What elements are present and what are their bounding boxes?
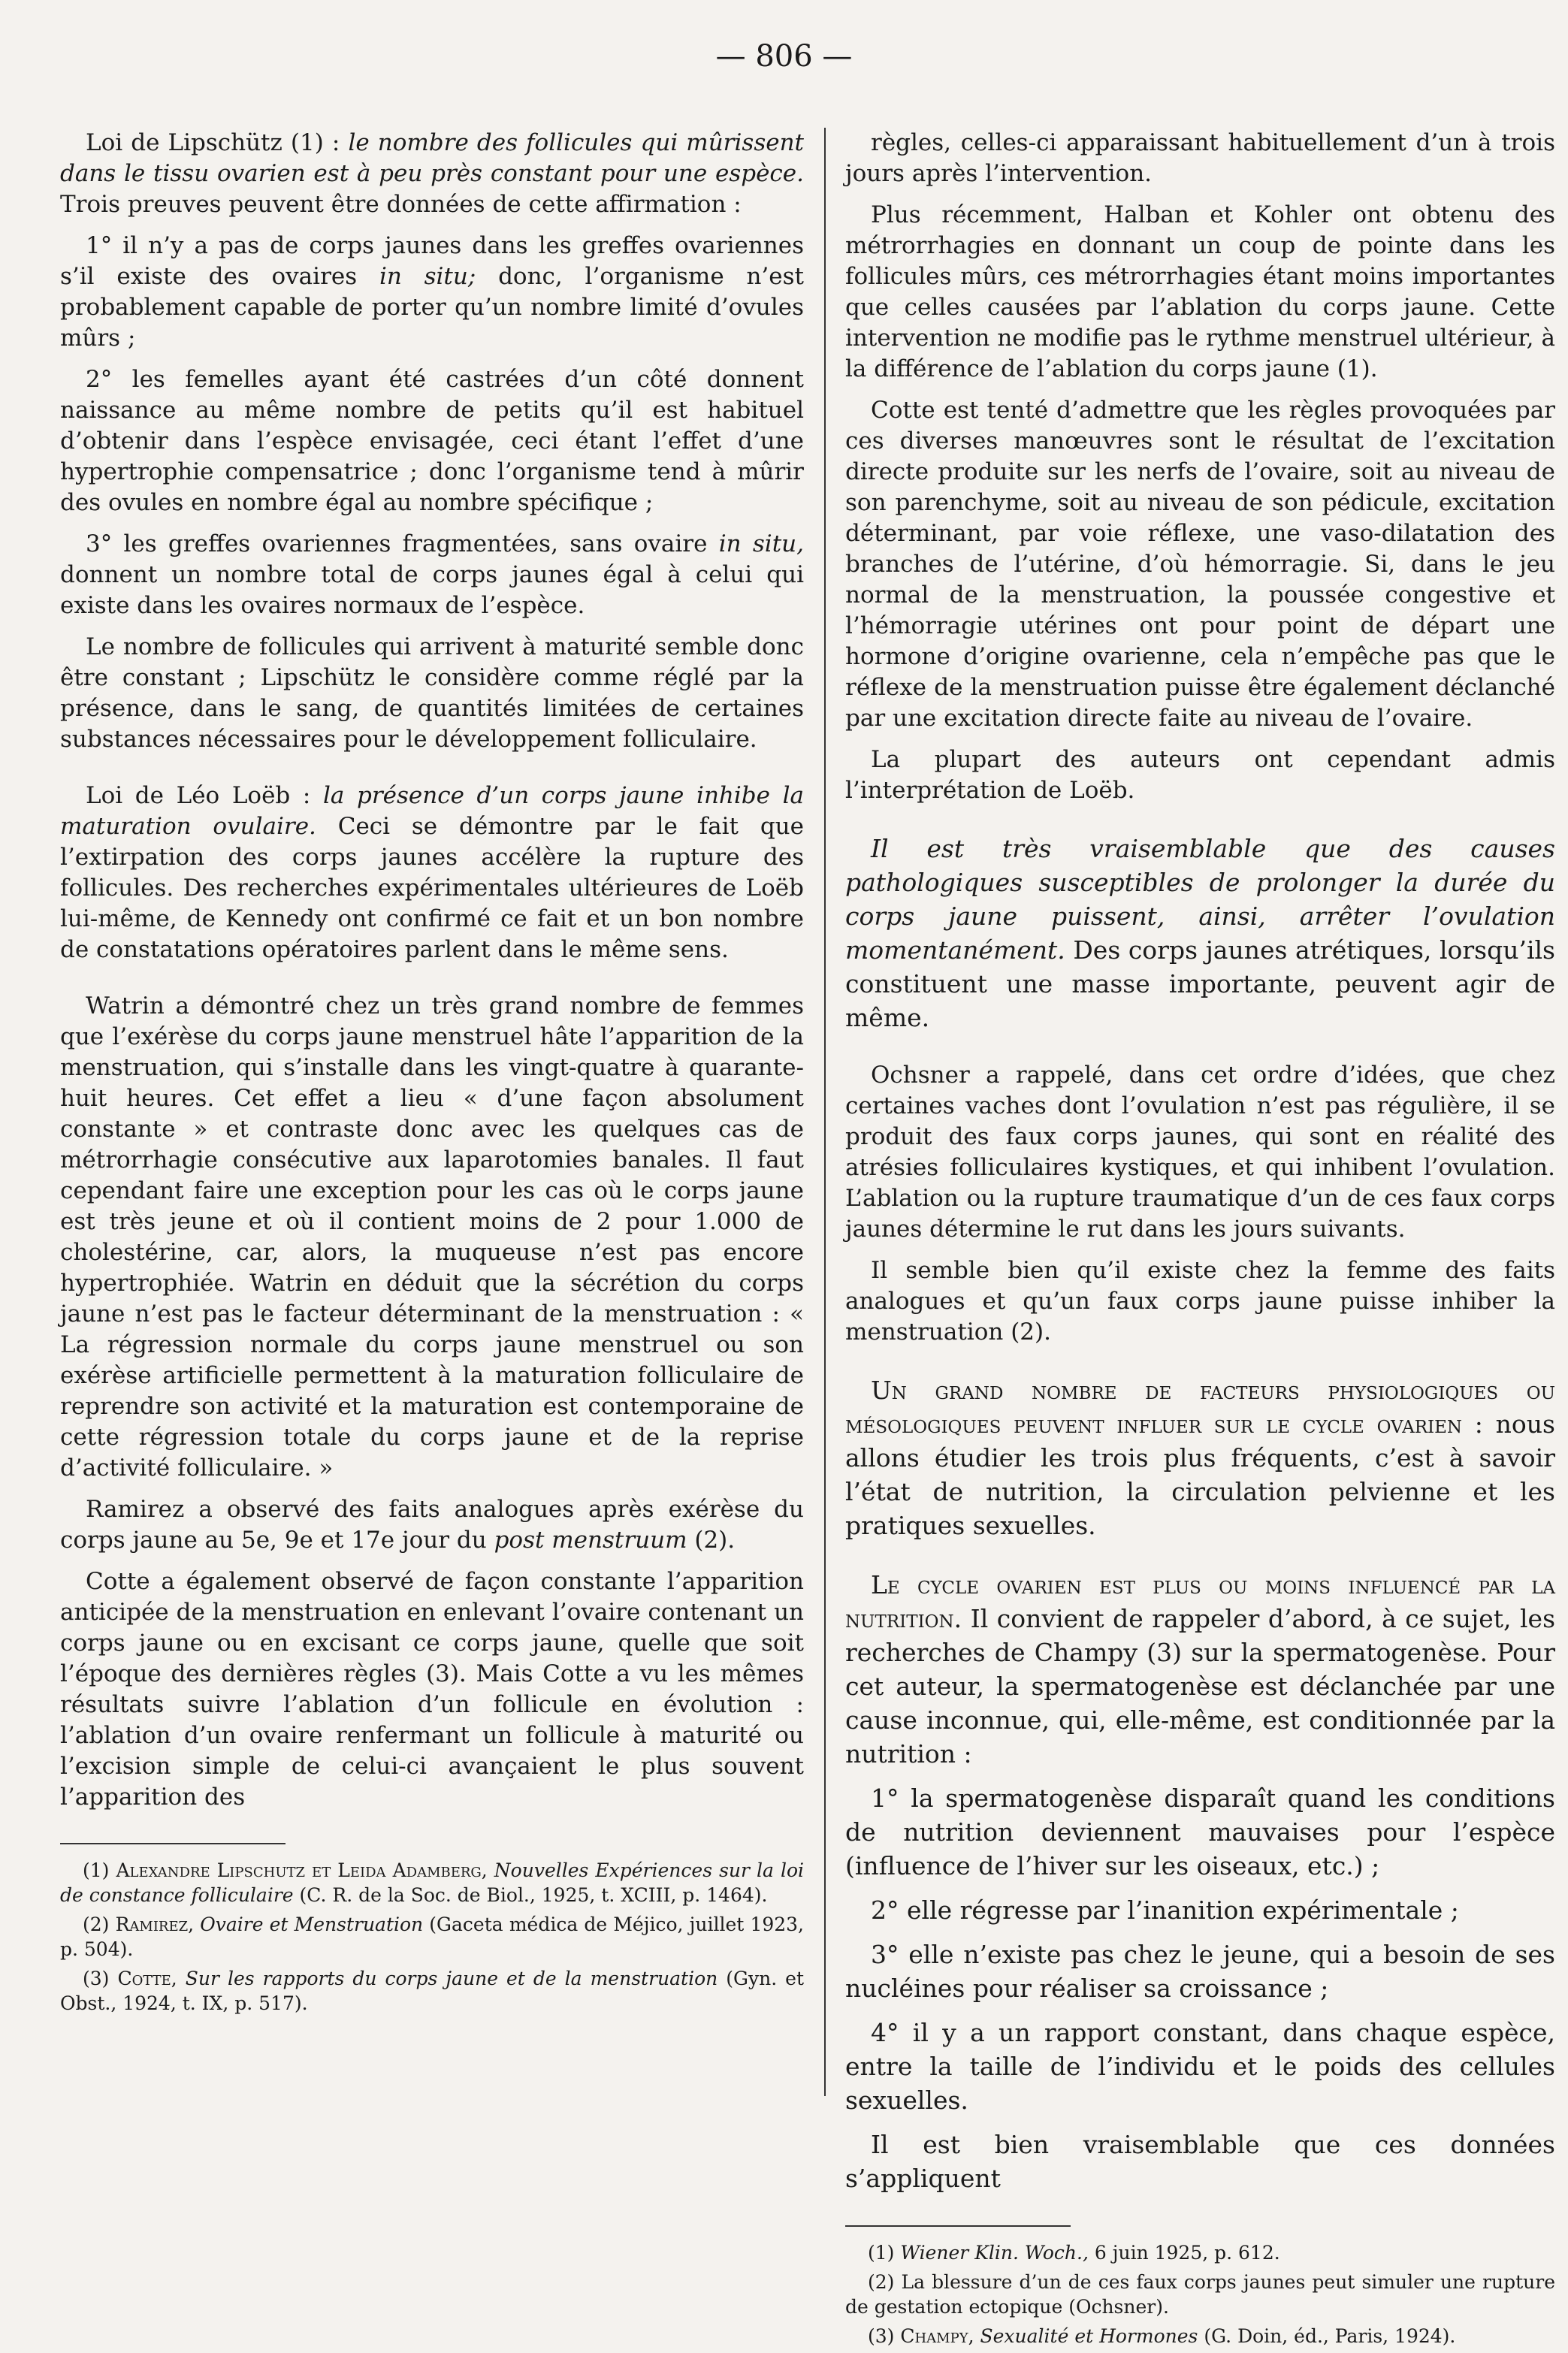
text: Ramirez a observé des faits analogues après exérèse du corps jaune au 5e, 9e et 17e jour du [60,1496,804,1554]
paragraph-interpretation: La plupart des auteurs ont cependant admis l’interprétation de Loëb. [845,746,1555,804]
text: Trois preuves peuvent être données de cette affirmation : [60,191,742,218]
italic-text: Il est très vraisemblable que des causes pathologiques susceptibles de prolonger la durée du corps jaune puissent, ainsi, arrêter l’ovulation momentanément. [845,834,1555,965]
text: (3) [868,2325,901,2347]
text: (2) [83,1914,116,1935]
text: 3° les greffes ovariennes fragmentées, sans ovaire [86,530,719,557]
italic-text: Ovaire et Menstruation [194,1914,424,1935]
italic-text: in situ, [718,530,804,557]
footnote-rule [60,1843,286,1844]
footnote-1 [845,2240,1555,2265]
paragraph-item-2: 2° elle régresse par l’inanition expérimentale ; [871,1895,1459,1925]
footnote-rule [845,2225,1071,2227]
page-number: — 806 — [715,39,853,74]
paragraph-follicle-number: Le nombre de follicules qui arrivent à maturité semble donc être constant ; Lipschütz le considère comme réglé par la présence, dans le sang, de quantités limitées de certaines substances nécessaires pour le développement folliculaire. [60,633,804,753]
text: donnent un nombre total de corps jaunes égal à celui qui existe dans les ovaires normaux de l’espèce. [60,561,804,619]
text: Ceci se démontre par le fait que l’extirpation des corps jaunes accélère la rupture des follicules. Des recherches expérimentales ultérieures de Loëb lui-même, de Kennedy ont confirmé ce fait et un bon nombre de constatations opératoires parlent dans le même sens. [60,813,804,963]
text: donc, l’organisme n’est probablement capable de porter qu’un nombre limité d’ovules mûrs ; [60,263,804,352]
text: Loi de Lipschütz (1) : [86,129,349,156]
text: nous allons étudier les trois plus fréquents, c’est à savoir l’état de nutrition, la circulation pelvienne et les pratiques sexuelles. [845,1409,1555,1540]
text: (2). [687,1527,736,1554]
paragraph-cotte-reflex: Cotte est tenté d’admettre que les règles provoquées par ces diverses manœuvres sont le résultat de l’excitation directe produite sur les nerfs de l’ovaire, soit au niveau de son parenchyme, soit au niveau de son pédicule, excitation déterminant, par voie réflexe, une vaso-dilatation des branches de l’utérine, d’où hémorragie. Si, dans le jeu normal de la menstruation, la poussée congestive et l’hémorragie utérines ont pour point de départ une hormone d’origine ovarienne, cela n’empêche pas que le réflexe de la menstruation puisse être également déclanché par une excitation directe faite au niveau de l’ovaire. [845,397,1555,732]
author-name: Ramirez, [115,1914,195,1935]
footnote-3 [60,1966,804,2016]
paragraph-item-3: 3° elle n’existe pas chez le jeune, qui a besoin de ses nucléines pour réaliser sa croissance ; [845,1940,1555,2003]
text: Loi de Léo Loëb : [86,782,323,809]
text: (3) [83,1968,118,1989]
text: (1) [83,1859,116,1881]
footnote-2: (2) La blessure d’un de ces faux corps jaunes peut simuler une rupture de gestation ectopique (Ochsner). [845,2271,1555,2318]
text: (Gaceta médica de Méjico, juillet 1923, p. 504). [60,1914,805,1960]
text: 6 juin 1925, p. 612. [1088,2242,1280,2264]
paragraph-proof-2: 2° les femelles ayant été castrées d’un côté donnent naissance au même nombre de petits qu’il est habituel d’obtenir dans l’espèce envisagée, ceci étant l’effet d’une hypertrophie compensatrice ; donc l’organisme tend à mûrir des ovules en nombre égal au nombre spécifique ; [60,366,804,516]
italic-text: Nouvelles Expériences sur la loi de constance folliculaire [60,1859,804,1906]
right-column [845,128,1555,2353]
italic-text: in situ; [379,263,476,290]
text: (Gyn. et Obst., 1924, t. IX, p. 517). [60,1968,805,2014]
paragraph-item-1: 1° la spermatogenèse disparaît quand les conditions de nutrition deviennent mauvaises pour l’espèce (influence de l’hiver sur les oiseaux, etc.) ; [845,1784,1555,1880]
paragraph-watrin: Watrin a démontré chez un très grand nombre de femmes que l’exérèse du corps jaune menstruel hâte l’apparition de la menstruation, qui s’installe dans les vingt-quatre à quarante-huit heures. Cet effet a lieu « d’une façon absolument constante » et contraste donc avec les quelques cas de métrorrhagie consécutive aux laparotomies banales. Il faut cependant faire une exception pour les cas où le corps jaune est très jeune et où il contient moins de 2 pour 1.000 de cholestérine, car, alors, la muqueuse n’est pas encore hypertrophiée. Watrin en déduit que la sécrétion du corps jaune n’est pas le facteur déterminant de la menstruation : « La régression normale du corps jaune menstruel ou son exérèse artificielle permettent à la maturation folliculaire de reprendre son activité et la maturation est contemporaine de cette régression totale du corps jaune et de la reprise d’activité folliculaire. » [60,992,804,1482]
paragraph-analogous-facts: Il semble bien qu’il existe chez la femme des faits analogues et qu’un faux corps jaune puisse inhiber la menstruation (2). [845,1257,1555,1346]
italic-text: Wiener Klin. Woch., [900,2242,1089,2264]
text: Des corps jaunes atrétiques, lorsqu’ils constituent une masse importante, peuvent agir de même. [845,935,1555,1032]
paragraph-proof-1 [60,231,804,354]
paragraph-ochsner: Ochsner a rappelé, dans cet ordre d’idées, que chez certaines vaches dont l’ovulation n’est pas régulière, il se produit des faux corps jaunes, qui sont en réalité des atrésies folliculaires kystiques, et qui inhibent l’ovulation. L’ablation ou la rupture traumatique d’un de ces faux corps jaunes détermine le rut dans les jours suivants. [845,1062,1555,1243]
column-divider [824,128,826,2096]
italic-text: le nombre des follicules qui mûrissent dans le tissu ovarien est à peu près constant pour une espèce. [60,129,804,187]
italic-text: Sexualité et Hormones [974,2325,1198,2347]
text: (C. R. de la Soc. de Biol., 1925, t. XCIII, p. 1464). [293,1884,768,1906]
paragraph-ramirez [60,1494,804,1556]
small-caps-heading: Le cycle ovarien est plus ou moins influencé par la nutrition. [845,1570,1555,1633]
paragraph-loeb-law [60,781,804,965]
paragraph-item-4: 4° il y a un rapport constant, dans chaque espèce, entre la taille de l’individu et le poids des cellules sexuelles. [845,2018,1555,2115]
footnote-1 [60,1858,804,1907]
text: (1) [868,2242,901,2264]
footnote-2 [60,1912,804,1962]
author-name: Alexandre Lipschutz et Leida Adamberg, [116,1859,488,1881]
text: (G. Doin, éd., Paris, 1924). [1198,2325,1456,2347]
paragraph-conclusion: Il est bien vraisemblable que ces données s’appliquent [845,2130,1555,2193]
author-name: Champy, [900,2325,974,2347]
italic-text: Sur les rapports du corps jaune et de la menstruation [177,1968,718,1989]
paragraph-factors [845,1373,1555,1542]
small-caps-heading: Un grand nombre de facteurs physiologiques ou mésologiques peuvent influer sur le cycle ovarien : [845,1376,1555,1439]
paragraph-regles: règles, celles-ci apparaissant habituellement d’un à trois jours après l’intervention. [845,129,1555,187]
italic-text: post menstruum [494,1527,687,1554]
text: Il convient de rappeler d’abord, à ce sujet, les recherches de Champy (3) sur la spermatogenèse. Pour cet auteur, la spermatogenèse est déclanchée par une cause inconnue, qui, elle-même, est conditionnée par la nutrition : [845,1604,1555,1769]
author-name: Cotte, [117,1968,177,1989]
paragraph-proof-3 [60,529,804,621]
paragraph-lipschutz-law [60,128,804,220]
left-column [60,128,804,2020]
paragraph-nutrition [845,1568,1555,1771]
paragraph-pathological-causes [845,832,1555,1035]
paragraph-cotte: Cotte a également observé de façon constante l’apparition anticipée de la menstruation en enlevant l’ovaire contenant un corps jaune ou en excisant ce corps jaune, quelle que soit l’époque des dernières règles (3). Mais Cotte a vu les mêmes résultats suivre l’ablation d’un follicule en évolution : l’ablation d’un ovaire renfermant un follicule à maturité ou l’excision simple de celui-ci avançaient le plus souvent l’apparition des [60,1568,804,1811]
footnote-3 [845,2324,1555,2348]
text: 1° il n’y a pas de corps jaunes dans les greffes ovariennes s’il existe des ovaires [60,232,804,290]
paragraph-halban-kohler: Plus récemment, Halban et Kohler ont obtenu des métrorrhagies en donnant un coup de pointe dans les follicules mûrs, ces métrorrhagies étant moins importantes que celles causées par l’ablation du corps jaune. Cette intervention ne modifie pas le rythme menstruel ultérieur, à la différence de l’ablation du corps jaune (1). [845,201,1555,382]
italic-text: la présence d’un corps jaune inhibe la maturation ovulaire. [60,782,804,840]
